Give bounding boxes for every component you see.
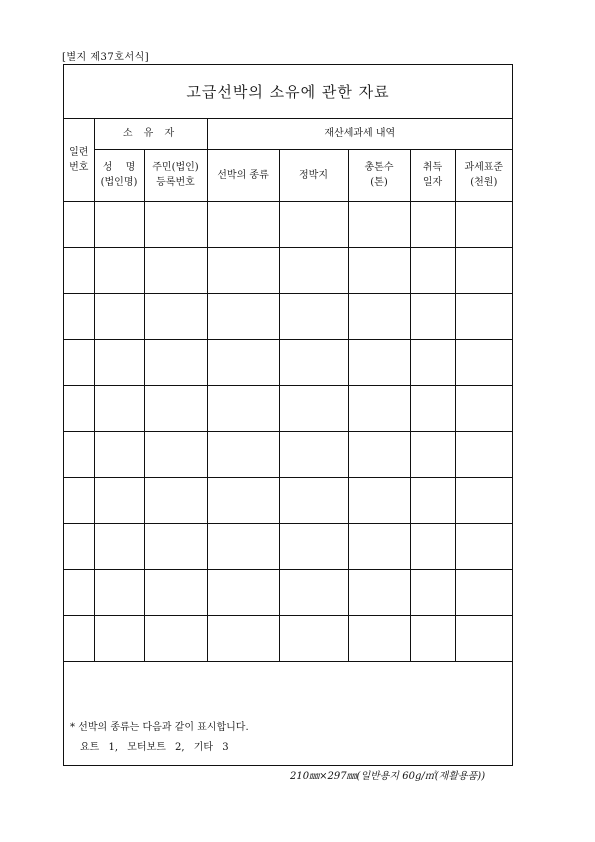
header-tax-base (455, 149, 512, 201)
table-cell[interactable] (94, 477, 144, 523)
ship-type-note (70, 718, 249, 758)
table-row (64, 385, 512, 431)
note-line1: * 선박의 종류는 다음과 같이 표시합니다. (70, 722, 249, 733)
table-cell[interactable] (455, 339, 512, 385)
form-title: 고급선박의 소유에 관한 자료 (186, 83, 390, 101)
table-cell[interactable] (207, 385, 279, 431)
table-cell[interactable] (455, 477, 512, 523)
table-cell[interactable] (94, 431, 144, 477)
table-cell[interactable] (207, 431, 279, 477)
table-cell[interactable] (144, 523, 207, 569)
table-cell[interactable] (94, 201, 144, 247)
table-cell[interactable] (64, 431, 94, 477)
table-cell[interactable] (279, 477, 348, 523)
table-cell[interactable] (207, 523, 279, 569)
header-reg-no-line2: 등록번호 (156, 177, 195, 188)
table-cell[interactable] (144, 569, 207, 615)
header-acquisition-date-line1: 취득 (422, 162, 443, 173)
ownership-table (64, 119, 512, 662)
table-row (64, 523, 512, 569)
note-line2: 요트 1, 모터보트 2, 기타 3 (80, 742, 229, 753)
table-cell[interactable] (64, 339, 94, 385)
table-cell[interactable] (348, 293, 410, 339)
header-tax-group: 재산세과세 내역 (207, 119, 512, 149)
table-row (64, 477, 512, 523)
header-name-line1: 성 명 (102, 162, 136, 173)
header-owner-group: 소 유 자 (94, 119, 207, 149)
table-row (64, 431, 512, 477)
table-cell[interactable] (144, 247, 207, 293)
table-cell[interactable] (348, 201, 410, 247)
table-cell[interactable] (207, 247, 279, 293)
table-cell[interactable] (348, 523, 410, 569)
header-tonnage-line2: (톤) (370, 177, 388, 188)
table-cell[interactable] (207, 339, 279, 385)
table-cell[interactable] (410, 385, 455, 431)
table-row (64, 339, 512, 385)
table-cell[interactable] (279, 293, 348, 339)
table-body (64, 201, 512, 661)
header-serial-no-line2: 번호 (69, 161, 89, 173)
header-tax-base-line1: 과세표준 (464, 162, 504, 173)
header-acquisition-date-line2: 일자 (422, 177, 443, 188)
form-reference: [별지 제37호서식] (62, 52, 150, 63)
table-cell[interactable] (279, 247, 348, 293)
table-cell[interactable] (455, 201, 512, 247)
header-tonnage-line1: 총톤수 (364, 162, 394, 173)
table-cell[interactable] (144, 431, 207, 477)
table-cell[interactable] (455, 569, 512, 615)
table-cell[interactable] (348, 431, 410, 477)
table-cell[interactable] (207, 569, 279, 615)
table-cell[interactable] (410, 201, 455, 247)
table-cell[interactable] (410, 569, 455, 615)
table-cell[interactable] (279, 339, 348, 385)
table-cell[interactable] (207, 477, 279, 523)
table-cell[interactable] (64, 523, 94, 569)
table-cell[interactable] (279, 201, 348, 247)
table-cell[interactable] (94, 523, 144, 569)
table-cell[interactable] (94, 615, 144, 661)
table-cell[interactable] (64, 201, 94, 247)
table-cell[interactable] (94, 247, 144, 293)
table-row (64, 615, 512, 661)
header-reg-no (144, 149, 207, 201)
paper-spec-footer: 210㎜×297㎜(일반용지 60g/㎡(재활용품)) (290, 771, 486, 782)
table-cell[interactable] (144, 477, 207, 523)
table-cell[interactable] (207, 293, 279, 339)
table-cell[interactable] (64, 569, 94, 615)
table-cell[interactable] (455, 293, 512, 339)
table-cell[interactable] (410, 293, 455, 339)
header-name (94, 149, 144, 201)
table-cell[interactable] (94, 385, 144, 431)
table-cell[interactable] (348, 615, 410, 661)
header-row-top (64, 119, 512, 149)
table-cell[interactable] (64, 247, 94, 293)
table-row (64, 201, 512, 247)
table-cell[interactable] (348, 477, 410, 523)
header-acquisition-date (410, 149, 455, 201)
table-row (64, 247, 512, 293)
table-cell[interactable] (207, 615, 279, 661)
table-cell[interactable] (144, 339, 207, 385)
table-cell[interactable] (279, 523, 348, 569)
table-cell[interactable] (207, 201, 279, 247)
table-cell[interactable] (279, 569, 348, 615)
table-row (64, 293, 512, 339)
header-port: 정박지 (279, 149, 348, 201)
header-name-line2: (법인명) (100, 177, 138, 188)
table-cell[interactable] (410, 247, 455, 293)
table-cell[interactable] (94, 569, 144, 615)
header-tax-base-line2: (천원) (470, 177, 498, 188)
table-cell[interactable] (64, 615, 94, 661)
table-cell[interactable] (455, 431, 512, 477)
form-frame (63, 64, 513, 766)
header-ship-type: 선박의 종류 (207, 149, 279, 201)
table-cell[interactable] (410, 523, 455, 569)
header-reg-no-line1: 주민(법인) (152, 162, 199, 173)
table-cell[interactable] (94, 293, 144, 339)
header-serial-no-line1: 일련 (69, 146, 89, 158)
table-cell[interactable] (410, 339, 455, 385)
table-cell[interactable] (144, 293, 207, 339)
header-serial-no (64, 119, 94, 201)
table-cell[interactable] (64, 477, 94, 523)
table-cell[interactable] (144, 201, 207, 247)
table-cell[interactable] (144, 615, 207, 661)
table-cell[interactable] (94, 339, 144, 385)
table-cell[interactable] (64, 385, 94, 431)
header-tonnage (348, 149, 410, 201)
table-cell[interactable] (279, 615, 348, 661)
header-row-bottom (64, 149, 512, 201)
table-cell[interactable] (144, 385, 207, 431)
table-cell[interactable] (348, 385, 410, 431)
table-cell[interactable] (455, 385, 512, 431)
table-cell[interactable] (279, 385, 348, 431)
table-cell[interactable] (279, 431, 348, 477)
title-box (64, 65, 512, 119)
table-cell[interactable] (64, 293, 94, 339)
table-cell[interactable] (348, 247, 410, 293)
table-cell[interactable] (410, 615, 455, 661)
table-cell[interactable] (410, 431, 455, 477)
table-cell[interactable] (455, 523, 512, 569)
table-cell[interactable] (455, 615, 512, 661)
table-cell[interactable] (348, 569, 410, 615)
table-row (64, 569, 512, 615)
table-cell[interactable] (455, 247, 512, 293)
table-cell[interactable] (410, 477, 455, 523)
table-cell[interactable] (348, 339, 410, 385)
